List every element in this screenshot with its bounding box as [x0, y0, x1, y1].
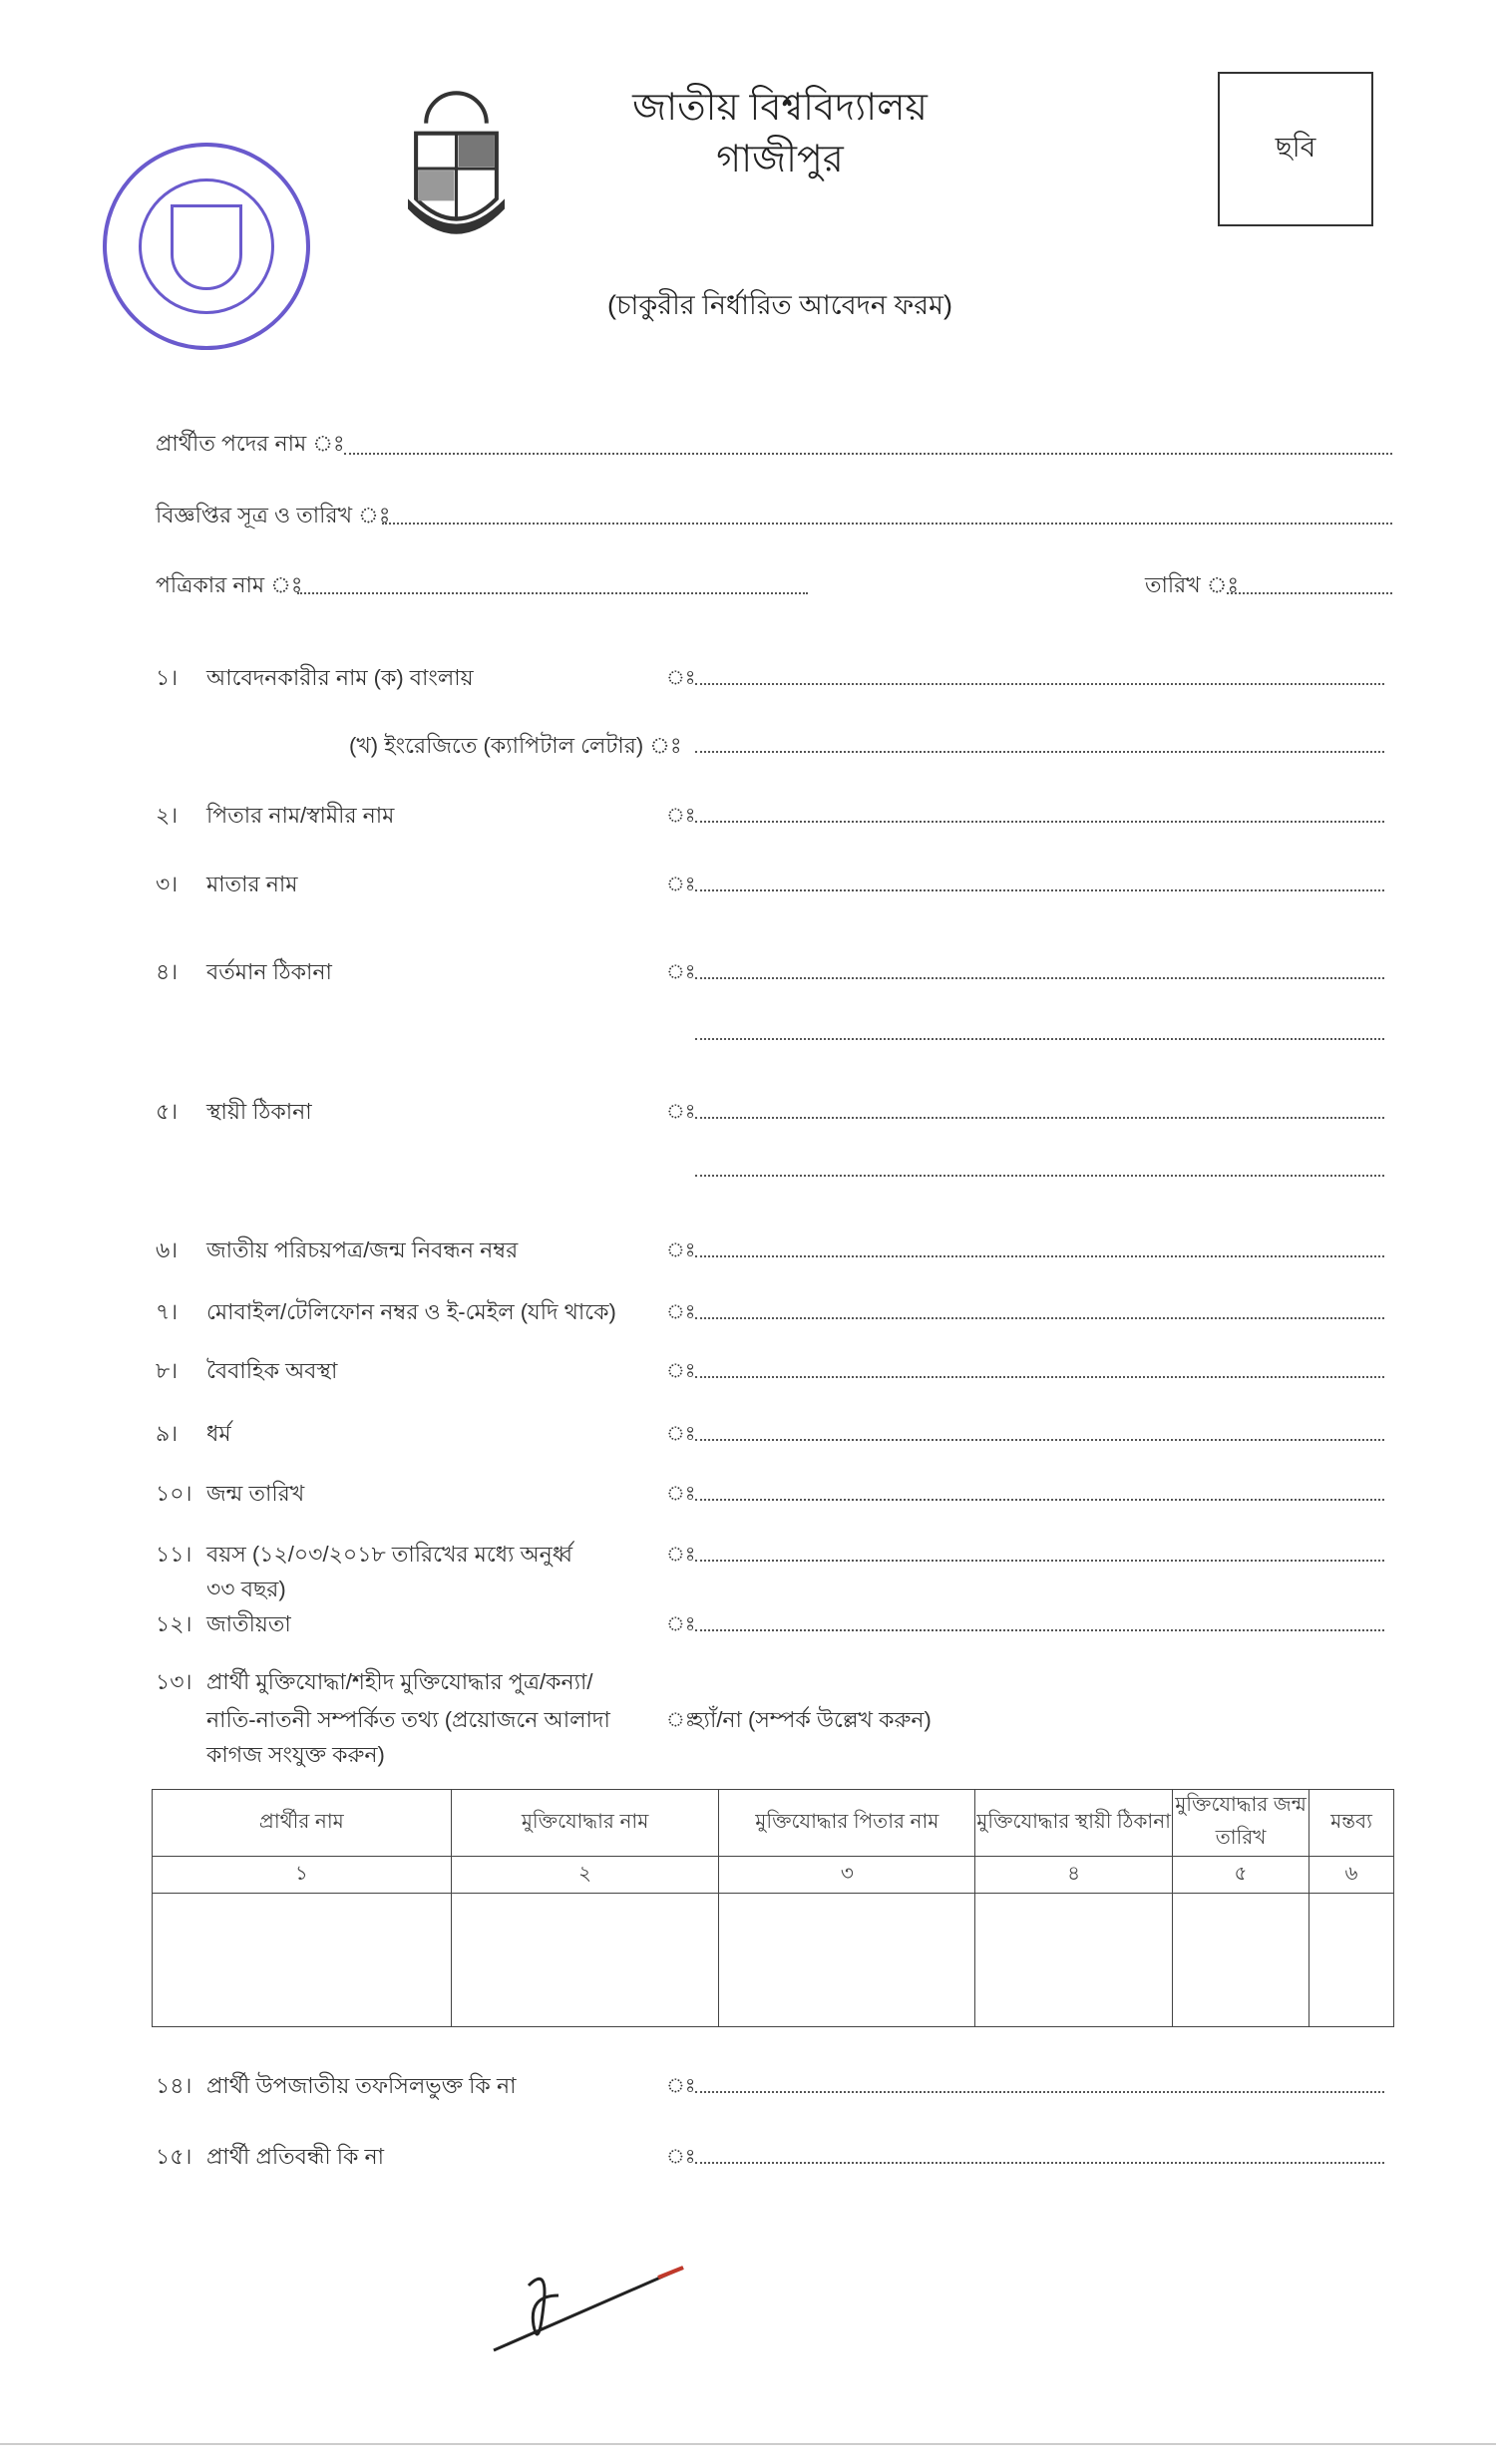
col-header: মুক্তিযোদ্ধার পিতার নাম [719, 1790, 975, 1857]
item-label: বয়স (১২/০৩/২০১৮ তারিখের মধ্যে অনুর্ধ্ব [206, 1542, 572, 1567]
item-label-line3: কাগজ সংযুক্ত করুন) [206, 1742, 385, 1767]
item-input-field[interactable] [695, 1255, 1384, 1257]
col-number: ৪ [975, 1857, 1173, 1894]
item-label: জাতীয় পরিচয়পত্র/জন্ম নিবন্ধন নম্বর [206, 1237, 519, 1262]
table-cell[interactable] [451, 1894, 719, 2027]
university-title: জাতীয় বিশ্ববিদ্যালয় [632, 87, 928, 129]
item-input-field[interactable] [695, 683, 1384, 685]
item-label-line2: ৩৩ বছর) [206, 1577, 286, 1601]
item-label: প্রার্থী উপজাতীয় তফসিলভুক্ত কি না [206, 2073, 517, 2098]
photo-label: ছবি [1275, 132, 1316, 163]
item-label: স্থায়ী ঠিকানা [206, 1099, 312, 1124]
colon: ঃ [666, 1301, 696, 1323]
item-number: ১৪। [156, 2073, 192, 2098]
ad-ref-field[interactable] [382, 523, 1392, 525]
item-input-field-line2[interactable] [695, 1038, 1384, 1040]
item-label: প্রার্থী মুক্তিযোদ্ধা/শহীদ মুক্তিযোদ্ধার পুত্র/কন্যা/ [206, 1669, 593, 1694]
item-input-field[interactable] [695, 821, 1384, 823]
item-number: ১১। [156, 1542, 192, 1567]
item-number: ১৩। [156, 1669, 192, 1694]
item-number: ৭। [156, 1299, 179, 1324]
item-input-field[interactable] [695, 1439, 1384, 1441]
ad-ref-label: বিজ্ঞপ্তির সূত্র ও তারিখ ঃ [156, 503, 391, 528]
colon: ঃ [666, 1360, 696, 1382]
col-header: মন্তব্য [1309, 1790, 1394, 1857]
item-number: ১। [156, 665, 179, 690]
post-name-label: প্রার্থীত পদের নাম ঃ [156, 431, 345, 456]
date-field[interactable] [1227, 592, 1392, 594]
item-label: (খ) ইংরেজিতে (ক্যাপিটাল লেটার) ঃ [349, 733, 682, 758]
item-input-field[interactable] [695, 1499, 1384, 1501]
table-cell[interactable] [1173, 1894, 1309, 2027]
colon: ঃ [666, 1101, 696, 1123]
item-input-field-line2[interactable] [695, 1175, 1384, 1177]
colon: ঃ [666, 961, 696, 983]
col-header: মুক্তিযোদ্ধার নাম [451, 1790, 719, 1857]
col-header: মুক্তিযোদ্ধার জন্ম তারিখ [1173, 1790, 1309, 1857]
item-number: ২। [156, 803, 179, 828]
colon: ঃ [666, 667, 696, 689]
date-label: তারিখ ঃ [1145, 572, 1240, 597]
item-input-field[interactable] [695, 1629, 1384, 1631]
item-label: বর্তমান ঠিকানা [206, 959, 332, 984]
colon: ঃ [666, 1613, 696, 1635]
item-input-field[interactable] [695, 1376, 1384, 1378]
table-cell[interactable] [719, 1894, 975, 2027]
item-input-field[interactable] [695, 1560, 1384, 1562]
freedom-fighter-table [152, 1789, 1394, 2027]
item-label: জাতীয়তা [206, 1611, 291, 1636]
relation-answer[interactable]: হ্যাঁ/না (সম্পর্ক উল্লেখ করুন) [692, 1707, 932, 1732]
colon: ঃ [666, 1483, 696, 1505]
colon: ঃ [666, 805, 696, 827]
item-label: বৈবাহিক অবস্থা [206, 1358, 338, 1383]
item-number: ৮। [156, 1358, 179, 1383]
table-cell[interactable] [153, 1894, 452, 2027]
item-label-line2: নাতি-নাতনী সম্পর্কিত তথ্য (প্রয়োজনে আলাদা [206, 1707, 610, 1732]
col-number: ১ [153, 1857, 452, 1894]
item-input-field[interactable] [695, 1317, 1384, 1319]
col-number: ৩ [719, 1857, 975, 1894]
col-header: মুক্তিযোদ্ধার স্থায়ী ঠিকানা [975, 1790, 1173, 1857]
item-label: প্রার্থী প্রতিবন্ধী কি না [206, 2144, 385, 2169]
col-number: ২ [451, 1857, 719, 1894]
colon: ঃ [666, 1423, 696, 1445]
colon: ঃ [666, 1544, 696, 1566]
item-number: ৬। [156, 1237, 179, 1262]
newspaper-label: পত্রিকার নাম ঃ [156, 572, 303, 597]
item-number: ৪। [156, 959, 179, 984]
col-number: ৬ [1309, 1857, 1394, 1894]
item-input-field[interactable] [695, 2162, 1384, 2164]
item-number: ১০। [156, 1481, 192, 1506]
item-label: মাতার নাম [206, 872, 298, 896]
colon: ঃ [666, 2075, 696, 2097]
colon: ঃ [666, 874, 696, 895]
page-bottom-edge [0, 2443, 1496, 2445]
item-input-field[interactable] [695, 2091, 1384, 2093]
item-input-field[interactable] [695, 889, 1384, 891]
colon: ঃ [666, 2146, 696, 2168]
item-label: জন্ম তারিখ [206, 1481, 305, 1506]
item-input-field[interactable] [695, 977, 1384, 979]
form-subtitle: (চাকুরীর নির্ধারিত আবেদন ফরম) [606, 290, 953, 320]
signature [489, 2256, 688, 2360]
item-label: পিতার নাম/স্বামীর নাম [206, 803, 395, 828]
university-city: গাজীপুর [716, 139, 844, 180]
item-label: মোবাইল/টেলিফোন নম্বর ও ই-মেইল (যদি থাকে) [206, 1299, 616, 1324]
col-header: প্রার্থীর নাম [153, 1790, 452, 1857]
item-input-field[interactable] [695, 751, 1384, 753]
colon: ঃ [666, 1709, 696, 1731]
item-label: আবেদনকারীর নাম (ক) বাংলায় [206, 665, 474, 690]
item-number: ১২। [156, 1611, 192, 1636]
item-input-field[interactable] [695, 1117, 1384, 1119]
colon: ঃ [666, 1239, 696, 1261]
post-name-field[interactable] [344, 453, 1392, 455]
item-label: ধর্ম [206, 1421, 231, 1446]
table-cell[interactable] [1309, 1894, 1394, 2027]
item-number: ৫। [156, 1099, 179, 1124]
photo-box [1218, 72, 1373, 226]
newspaper-field[interactable] [297, 592, 808, 594]
item-number: ১৫। [156, 2144, 192, 2169]
item-number: ৩। [156, 872, 179, 896]
item-number: ৯। [156, 1421, 179, 1446]
col-number: ৫ [1173, 1857, 1309, 1894]
table-cell[interactable] [975, 1894, 1173, 2027]
